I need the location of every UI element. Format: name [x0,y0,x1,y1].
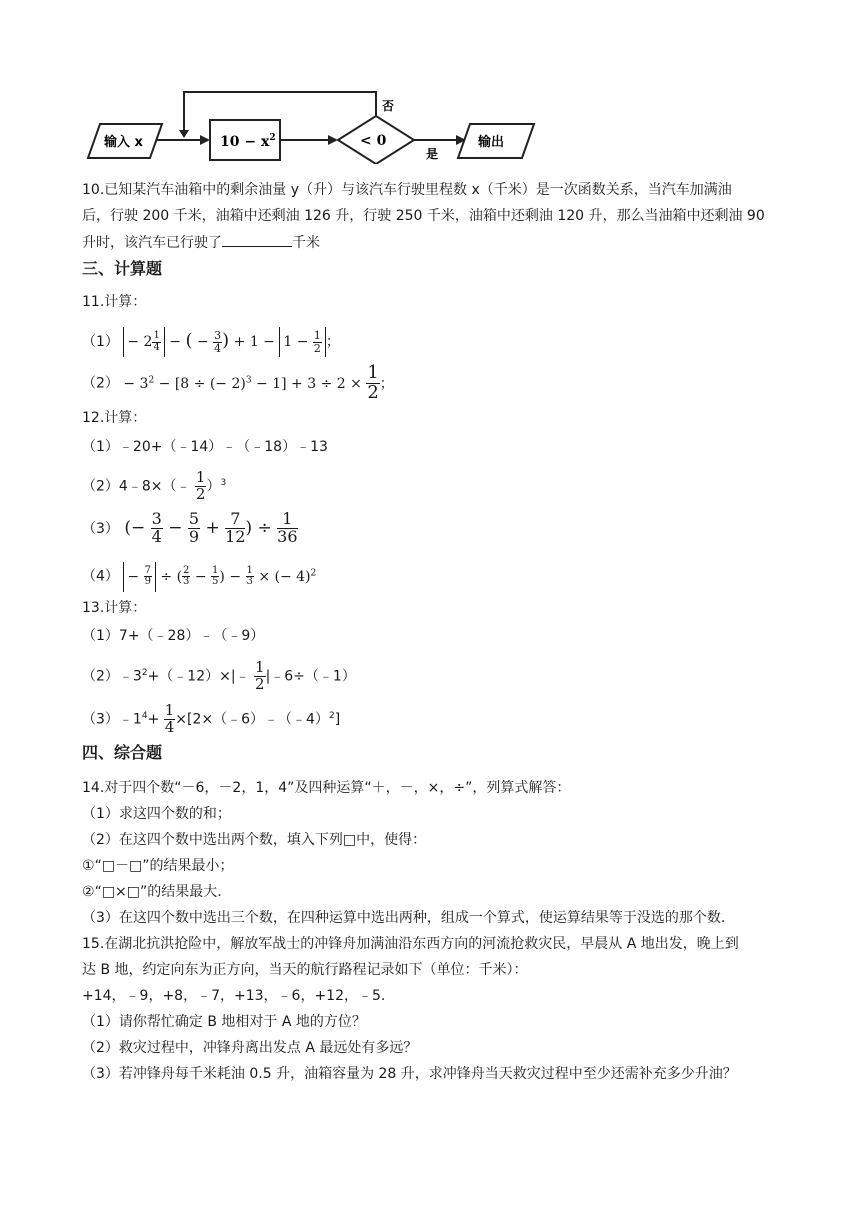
q14-part2: （2）在这四个数中选出两个数，填入下列□中，使得： [82,832,427,848]
section-4-title: 四、综合题 [82,743,163,762]
q14-part3: （3）在这四个数中选出三个数，在四种运算中选出两种，组成一个算式，使运算结果等于没选的那个数. [82,910,726,926]
q12-head: 12.计算： [82,410,147,426]
flowchart-diagram [70,82,550,164]
q11-part1: （1） − 2 $\frac{1}{4}$ − ( − $\frac{3}{4}$ ) + 1 − 1 − $\frac{1}{2}$ ； [82,326,340,357]
q13-part3: $(3)﹣1^4+$ $\frac{1}{4}$ ×[2×（﹣6）﹣（﹣4）$^2$] [82,701,341,737]
q14-part1: （1）求这四个数的和； [82,806,231,822]
q14-condition2: ②“□×□”的结果最大. [82,884,222,900]
answer-blank [222,232,292,247]
q13-part1: （1）7+（﹣28）﹣（﹣9） [82,628,265,644]
q15-line2: 达 B 地，约定向东为正方向，当天的航行路程记录如下（单位：千米）： [82,962,528,978]
q15-part2: （2）救灾过程中，冲锋舟离出发点 A 最远处有多远？ [82,1040,418,1056]
section-3-title: 三、计算题 [82,259,163,278]
q14-head: 14.对于四个数“－6，－2，1，4”及四种运算“＋，－，×，÷”，列算式解答： [82,780,571,796]
q14-condition1: ①“□－□”的结果最小； [82,858,234,874]
q15-line3: +14，﹣9，+8，﹣7，+13，﹣6，+12，﹣5. [82,988,386,1004]
input-label: 输入 x [104,135,143,150]
q15-part1: （1）请你帮忙确定 B 地相对于 A 地的方位？ [82,1014,366,1030]
yes-label: 是 [426,147,439,161]
q10-line3-post: 千米 [292,235,320,251]
q15-line1: 15.在湖北抗洪抢险中，解放军战士的冲锋舟加满油沿东西方向的河流抢救灾民，早晨从 A 地出发，晚上到 [82,936,739,952]
q10-line3 [82,232,320,253]
q12-part3: （3） (− $\frac{3}{4}$ − $\frac{5}{9}$ + $\frac{7}{12}$ ) ÷ $\frac{1}{36}$ [82,509,298,546]
q11-head: 11.计算： [82,294,147,310]
q10-line1: 10.已知某汽车油箱中的剩余油量 y（升）与该汽车行驶里程数 x（千米）是一次函数关系，当汽车加满油 [82,182,732,198]
no-label: 否 [382,99,395,113]
q12-part4: （4） − $\frac{7}{9}$ ÷ ( $\frac{2}{3}$ − $\frac{1}{5}$ ) − $\frac{1}{3}$ × (− 4)$^2$ [82,558,316,592]
q10-line2: 后，行驶 200 千米，油箱中还剩油 126 升，行驶 250 千米，油箱中还剩油 120 升，那么当油箱中还剩油 90 [82,208,765,224]
q10-line3-pre: 升时，该汽车已行驶了 [82,235,222,251]
q11-expr1: − 2 $\frac{1}{4}$ − ( − $\frac{3}{4}$ ) + 1 − 1 − $\frac{1}{2}$ ； [119,334,340,350]
process-label: $10 - x^2$ [220,133,276,150]
q15-part3: （3）若冲锋舟每千米耗油 0.5 升，油箱容量为 28 升，求冲锋舟当天救灾过程中至少还需补充多少升油？ [82,1066,737,1082]
q11-part2: $(2) - 3^2 - [8$ ÷ (− 2)$^3$ − 1] + 3 ÷ 2 × $\frac{1}{2}$ ； [82,362,394,404]
q12-part1: （1）﹣20+（﹣14）﹣（﹣18）﹣13 [82,439,328,455]
q12-expr3: (− $\frac{3}{4}$ − $\frac{5}{9}$ + $\frac{7}{12}$ ) ÷ $\frac{1}{36}$ [118,509,298,546]
q12-expr4: − $\frac{7}{9}$ ÷ ( $\frac{2}{3}$ − $\frac{1}{5}$ ) − $\frac{1}{3}$ × (− 4)$^2$ [119,569,316,585]
decision-label: < 0 [360,133,387,149]
q13-head: 13.计算： [82,600,147,616]
q11-expr2: − $3^2 - [8$ ÷ (− 2)$^3$ − 1] + 3 ÷ 2 × $\frac{1}{2}$ ； [118,362,394,404]
q13-part2: $(2)﹣3^2+(﹣12)\times|﹣$ $\frac{1}{2}$ |﹣6÷（﹣1） [82,658,356,694]
output-label: 输出 [478,135,505,150]
q12-part2: （2）4﹣8×（﹣ $\frac{1}{2}$ ）$^3$ [82,468,227,504]
